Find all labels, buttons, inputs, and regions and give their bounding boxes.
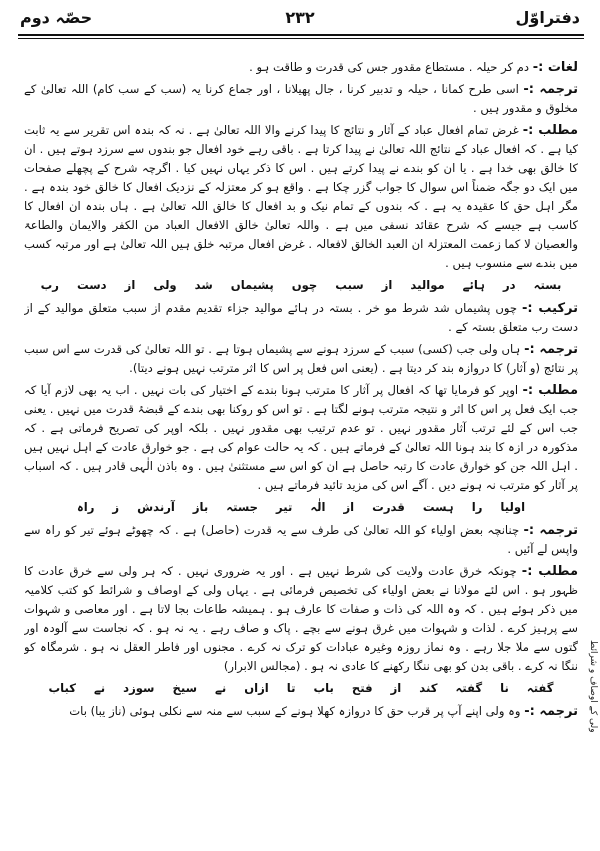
- paragraph-text: چوں پشیماں شد شرط مو خر . بستہ در ہائے موالید جزاء تقدیم مقدم از سبب متعلق موالید کے از دست رب متعلق بستہ کے .: [24, 301, 578, 334]
- margin-note: ولی کے اوصاف و شرائط: [588, 640, 598, 733]
- page-header: [20, 6, 580, 32]
- paragraph: [24, 80, 578, 118]
- paragraph-text: ہاں ولی جب (کسی) سبب کے سرزد ہونے سے پشیماں ہوتا ہے . تو اللہ تعالیٰ کی قدرت سے اس سبب پر نتائج (و آثار) کا دروازہ بند کر دیتا ہے . (یعنی اس فعل پر اس کا اثر مترتب نہیں ہونے دیتا).: [24, 342, 578, 375]
- paragraph-text: چونکہ خرق عادت ولایت کی شرط نہیں ہے . اور یہ ضروری نہیں . کہ ہر ولی سے خرق عادت کا ظہور ہو . اس لئے مولانا نے بعض اولیاء کی تخصیص فرمائی ہے . یہاں ولی کے اوصاف و شرائط کو کتب کلامیہ میں ذکر ہوئے ہیں . کہ وہ اللہ کی ذات و صفات کا عارف ہو . ہمیشہ طاعات بجا لاتا ہے . اور معاصی و شہوات سے پرہیز کرے . لذات و شہوات میں غرق ہونے سے بچے . پاک و صاف رہے . یہ نہ ہو . کہ نجاست سے آلودہ اور گتوں سے ملا جلا رہے . وہ نماز روزہ وغیرہ عبادات کو ترک نہ کرے . مجنوں اور فاطر العقل نہ ہو . شرمگاہ کو ننگا نہ کرے . باقی بدن کو بھی ننگا رکھنے کا عادی نہ ہو . (مجالس الابرار): [24, 564, 578, 673]
- paragraph-label: ترجمہ :-: [523, 523, 578, 538]
- paragraph-text: دم کر حیلہ . مستطاع مقدور جس کی قدرت و طاقت ہو .: [249, 60, 530, 74]
- header-section: حصّہ دوم: [20, 8, 93, 27]
- page-body: [24, 58, 578, 836]
- paragraph-label: مطلب :-: [521, 564, 578, 579]
- paragraph-text: غرض تمام افعال عباد کے آثار و نتائج کا پیدا کرنے والا اللہ تعالیٰ ہے . نہ کہ بندہ اس تقریر سے یہ ثابت کیا ہے . کہ افعال عباد کے نتائج اللہ تعالیٰ نے پیدا کرتا ہے . باقی رہے خود افعال جو بندوں سے سرزد ہوتے ہیں . ان کا خالق بھی خدا ہے . یا ان کو بندے نے پیدا کرتے ہیں . اس کا ذکر یہاں نہیں کیا . اگرچہ شرح کے پچھلے صفحات میں ایک دو جگہ ضمناً اس سوال کا جواب گزر چکا ہے . واقع ہو کر معتزلہ کے نزدیک افعال کا خالق خود بندہ ہے . مگر اہل حق کا عقیدہ یہ ہے . کہ بندوں کے تمام نیک و بد افعال کا خالق اللہ تعالیٰ ہے . ہاں بندہ ان افعال کا کاسب ہے جیسے کہ شرح عقائد نسفی میں ہے . واللہ تعالیٰ خالق الافعال العباد من الکفر والایمان والطاعۃ والعصیان لا کما زعمت المعتزلۃ ان العبد الخالق لافعالہ . غرض افعال مرتبہ خلق ہیں اللہ تعالیٰ ہے اور مرتبہ کسب میں بندے سے منسوب ہیں .: [24, 123, 578, 270]
- paragraph-label: مطلب :-: [522, 123, 578, 138]
- paragraph-label: مطلب :-: [522, 383, 578, 398]
- paragraph-text: چنانچہ بعض اولیاء کو اللہ تعالیٰ کی طرف سے یہ قدرت (حاصل) ہے . کہ چھوٹے ہوئے تیر کو راہ سے واپس لے آئیں .: [24, 523, 578, 556]
- paragraph-text: اوپر کو فرمایا تھا کہ افعال پر آثار کا مترتب ہونا بندے کے اختیار کی بات نہیں . اب یہ بھی لازم آیا کہ جب ایک فعل پر اس کا اثر و نتیجہ مترتب ہونے لگتا ہے . تو اس کو روکنا بھی بندے کے قبضۂ قدرت میں نہیں . یعنی جب اس کے لئے ترتب آثار مقدور نہیں . تو عدم ترتیب بھی مقدور نہیں . بلکہ اوپر کی تصریح فرماتی ہے . کہ مذکورہ در ازہ کا بند ہونا اللہ تعالیٰ کے فرماتے ہیں . کہ یہ حالت عوام کی ہے . جو خوارق عادت کے اہل نہیں ہیں . اہل اللہ جن کو خوارق عادت کا رتبہ حاصل ہے ان کو اس سے مستثنیٰ ہیں . وہ باذن الٰہی قادر ہیں . کہ اسباب پر آثار کو مترتب نہ ہونے دیں . آگے اس کی مزید تائید فرماتے ہیں .: [24, 383, 578, 492]
- paragraph-label: ترجمہ :-: [523, 82, 578, 97]
- verse-line: بستہ در ہائے موالید از سبب چوں پشیماں شد ولی از دست رب: [40, 278, 562, 292]
- paragraph: [24, 299, 578, 337]
- paragraph: [24, 562, 578, 676]
- header-book-part: دفتراوّل: [515, 8, 580, 27]
- paragraph: [24, 58, 578, 77]
- paragraph: [24, 702, 578, 721]
- header-rule-bottom: [18, 38, 584, 39]
- verse-line: گفتہ نا گفتہ کند از فتح باب تا ازاں نے سیخ سوزد نے کباب: [48, 681, 554, 695]
- paragraph: [24, 381, 578, 495]
- page-number: ۲۳۲: [285, 8, 315, 27]
- verse-line: اولیا را ہست قدرت از الٰہ تیر جستہ باز آرندش ز راہ: [76, 500, 526, 514]
- paragraph-text: اسی طرح کمانا ، حیلہ و تدبیر کرنا ، جال پھیلانا ، اور جماع کرنا یہ (سب کے سب کام) اللہ تعالیٰ کے مخلوق و مقدور ہیں .: [24, 82, 578, 115]
- paragraph: [24, 521, 578, 559]
- paragraph: [24, 340, 578, 378]
- header-rule-top: [18, 34, 584, 36]
- paragraph-text: وہ ولی اپنے آپ پر قرب حق کا دروازہ کھلا ہونے کے سبب سے منہ سے نکلی ہوئی (ناز یبا) بات: [69, 704, 521, 718]
- paragraph-label: ترجمہ :-: [524, 342, 578, 357]
- paragraph-label: ترجمہ :-: [524, 704, 578, 719]
- paragraph-label: ترکیب :-: [522, 301, 578, 316]
- paragraph: [24, 121, 578, 273]
- paragraph-label: لغات :-: [532, 60, 578, 75]
